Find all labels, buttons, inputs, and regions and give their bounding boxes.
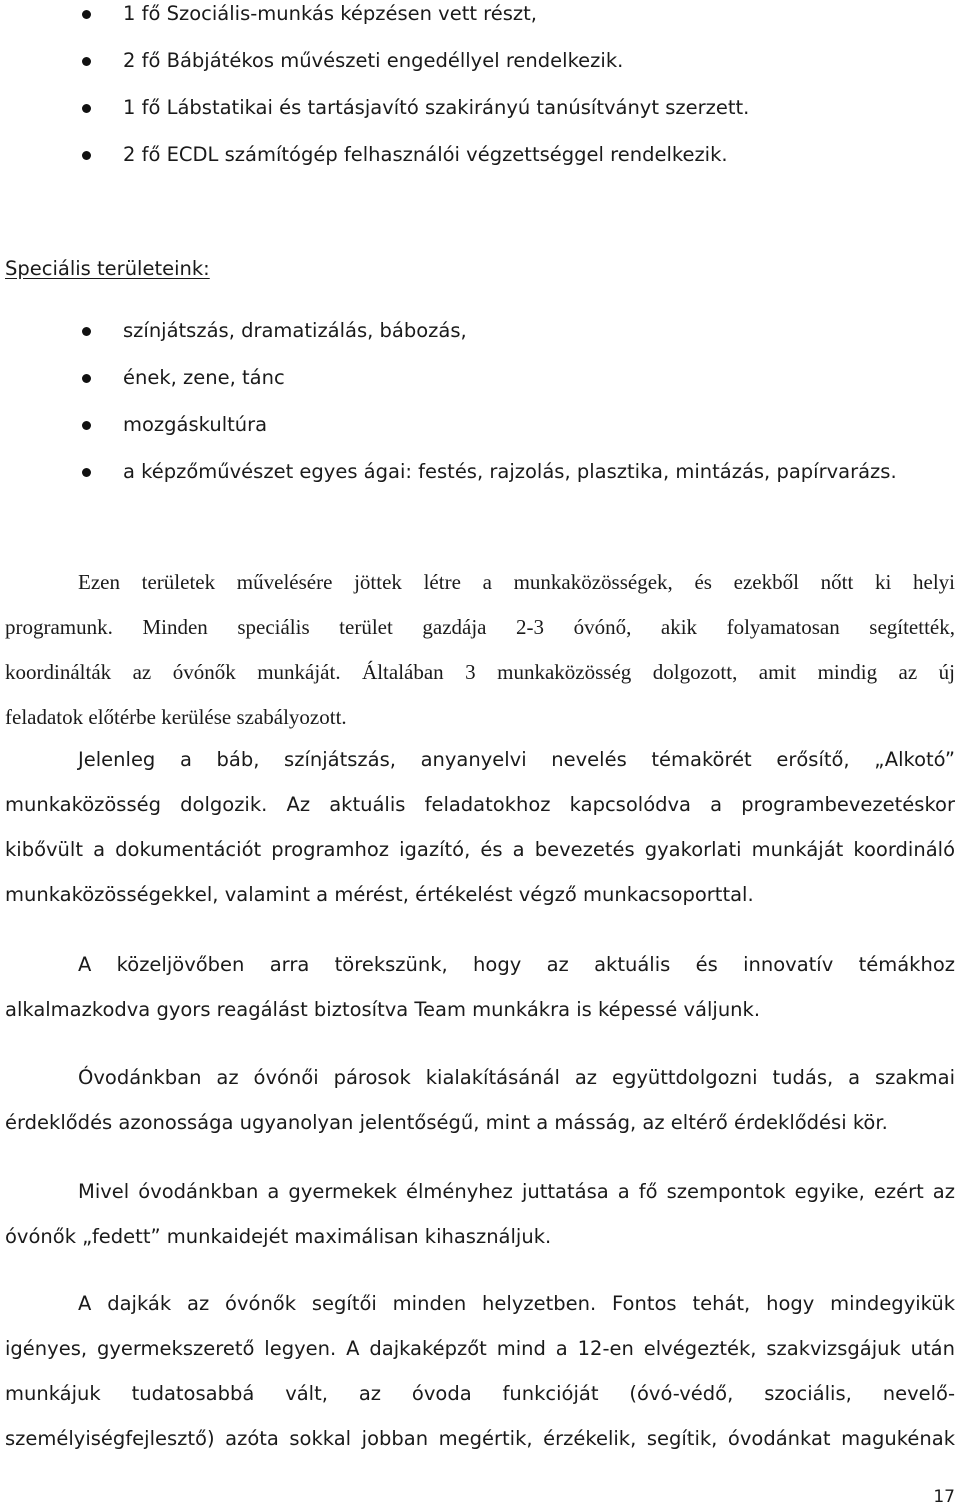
bullet-icon xyxy=(82,151,91,160)
paragraph-line: feladatok előtérbe kerülése szabályozott. xyxy=(5,705,347,729)
paragraph-line: igényes, gyermekszerető legyen. A dajkaképzőt mind a 12-en elvégezték, szakvizsgájuk után xyxy=(5,1337,955,1360)
paragraph-current-workgroup xyxy=(5,746,955,926)
list-item: ének, zene, tánc xyxy=(0,365,960,412)
list-item: mozgáskultúra xyxy=(0,412,960,459)
section-heading: Speciális területeink: xyxy=(5,257,210,280)
bullet-icon xyxy=(82,374,91,383)
bullet-icon xyxy=(82,327,91,336)
paragraph-nannies xyxy=(5,1290,955,1470)
paragraph-line: Jelenleg a báb, színjátszás, anyanyelvi nevelés témakörét erősítő, „Alkotó” xyxy=(78,748,955,771)
paragraph-line: Mivel óvodánkban a gyermekek élményhez juttatása a fő szempontok egyike, ezért az xyxy=(78,1180,955,1203)
list-item: 2 fő ECDL számítógép felhasználói végzettséggel rendelkezik. xyxy=(0,142,960,189)
paragraph-line: óvónők „fedett” munkaidejét maximálisan kihasználjuk. xyxy=(5,1225,552,1248)
paragraph-line: Ezen területek művelésére jöttek létre a munkaközösségek, és ezekből nőtt ki helyi xyxy=(78,570,955,594)
paragraph-line: munkaközösség dolgozik. Az aktuális feladatokhoz kapcsolódva a programbevezetéskor xyxy=(5,793,955,816)
paragraph-line: koordinálták az óvónők munkáját. Általában 3 munkaközösség dolgozott, amit mindig az új xyxy=(5,660,955,684)
special-areas-list xyxy=(0,318,960,506)
paragraph-line: munkaközösségekkel, valamint a mérést, értékelést végző munkacsoporttal. xyxy=(5,883,754,906)
list-item: színjátszás, dramatizálás, bábozás, xyxy=(0,318,960,365)
list-item: 1 fő Szociális-munkás képzésen vett részt, xyxy=(0,1,960,48)
bullet-icon xyxy=(82,421,91,430)
paragraph-line: személyiségfejlesztő) azóta sokkal jobban megértik, érzékelik, segítik, óvodánkat magukénak xyxy=(5,1427,955,1450)
paragraph-line: érdeklődés azonossága ugyanolyan jelentőségű, mint a másság, az eltérő érdeklődési kör. xyxy=(5,1111,888,1134)
paragraph-covered-time xyxy=(5,1178,955,1268)
paragraph-line: Óvodánkban az óvónői párosok kialakításánál az együttdolgozni tudás, a szakmai xyxy=(78,1066,955,1089)
paragraph-future xyxy=(5,951,955,1041)
paragraph-teacher-pairs xyxy=(5,1064,955,1154)
list-item: a képzőművészet egyes ágai: festés, rajzolás, plasztika, mintázás, papírvarázs. xyxy=(0,459,960,506)
paragraph-line: A dajkák az óvónők segítői minden helyzetben. Fontos tehát, hogy mindegyikük xyxy=(78,1292,955,1315)
page-number: 17 xyxy=(933,1487,955,1507)
paragraph-line: kibővült a dokumentációt programhoz igazító, és a bevezetés gyakorlati munkáját koordináló xyxy=(5,838,955,861)
list-item: 2 fő Bábjátékos művészeti engedéllyel rendelkezik. xyxy=(0,48,960,95)
qualifications-list xyxy=(0,1,960,189)
paragraph-workgroups xyxy=(5,568,955,748)
bullet-icon xyxy=(82,57,91,66)
bullet-icon xyxy=(82,468,91,477)
paragraph-line: A közeljövőben arra törekszünk, hogy az aktuális és innovatív témákhoz xyxy=(78,953,955,976)
paragraph-line: alkalmazkodva gyors reagálást biztosítva Team munkákra is képessé váljunk. xyxy=(5,998,761,1021)
list-item: 1 fő Lábstatikai és tartásjavító szakirányú tanúsítványt szerzett. xyxy=(0,95,960,142)
paragraph-line: munkájuk tudatosabbá vált, az óvoda funkcióját (óvó-védő, szociális, nevelő- xyxy=(5,1382,955,1405)
bullet-icon xyxy=(82,104,91,113)
paragraph-line: programunk. Minden speciális terület gazdája 2-3 óvónő, akik folyamatosan segítették, xyxy=(5,615,955,639)
bullet-icon xyxy=(82,10,91,19)
